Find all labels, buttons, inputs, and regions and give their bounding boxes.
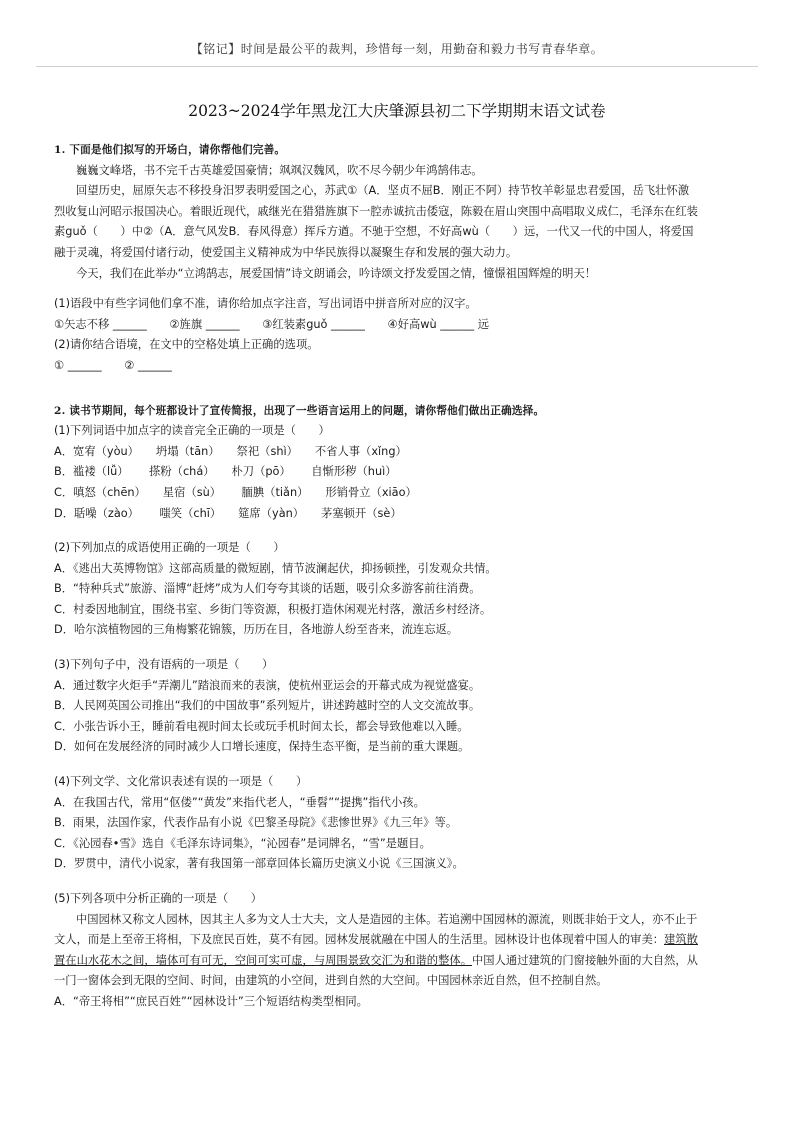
- q1-subquestion-1: (1)语段中有些字词他们拿不准，请你给加点字注音，写出词语中拼音所对应的汉字。: [54, 297, 477, 311]
- option-b[interactable]: B．人民网英国公司推出“我们的中国故事”系列短片，讲述跨越时空的人文交流故事。: [54, 699, 481, 713]
- q2-subquestion-3-stem: (3)下列句子中，没有语病的一项是（ ）: [54, 658, 274, 672]
- q2-s5-passage-line: 中国园林又称文人园林，因其主人多为文人士大夫，文人是造园的主体。若追溯中国园林的源流，则既非始于文人，亦不止于: [76, 912, 698, 926]
- option-a[interactable]: A．通过数字火炬手“弄潮儿”踏浪而来的表演，使杭州亚运会的开幕式成为视觉盛宴。: [54, 678, 481, 692]
- question-1-heading: 1. 下面是他们拟写的开场白，请你帮他们完善。: [54, 144, 286, 156]
- option-b[interactable]: B．“特种兵式”旅游、淄博“赶烤”成为人们夸夸其谈的话题，吸引众多游客前往消费。: [54, 582, 481, 596]
- option-d[interactable]: D．罗贯中，清代小说家，著有我国第一部章回体长篇历史演义小说《三国演义》。: [54, 857, 464, 871]
- option-a[interactable]: A．《逃出大英博物馆》这部高质量的微短剧，情节波澜起伏，抑扬顿挫，引发观众共情。: [54, 561, 497, 575]
- q2-subquestion-5-stem: (5)下列各项中分析正确的一项是（ ）: [54, 892, 263, 905]
- q2-subquestion-4-stem: (4)下列文学、文化常识表述有误的一项是（ ）: [54, 775, 308, 789]
- q1-passage-line: 今天，我们在此举办“立鸿鹄志，展爱国情”诗文朗诵会，吟诗颂文抒发爱国之情，憧憬祖国辉煌的明天！: [76, 266, 597, 280]
- option-d[interactable]: D．聒噪（zào） 嗤笑（chī） 筵席（yàn） 茅塞顿开（sè）: [54, 506, 402, 520]
- header-motto: 【铭记】时间是最公平的裁判，珍惜每一刻，用勤奋和毅力书写青春华章。: [190, 42, 604, 56]
- question-1: [54, 140, 744, 377]
- option-d[interactable]: D．如何在发展经济的同时减少人口增长速度，保持生态平衡，是当前的重大课题。: [54, 740, 470, 754]
- q1-subquestion-1-blanks[interactable]: ①矢志不移 ______ ②旌旗 ______ ③红装素guǒ ______ ④好高wù ______ 远: [54, 317, 490, 331]
- q2-s5-passage-line: 一门一窗体会到无限的空间、时间，由建筑的小空间，进到自然的大空间。中国园林亲近自然，但不控制自然。: [54, 974, 608, 988]
- q1-passage-line: 巍巍文峰塔，书不完千古英雄爱国豪情；飒飒汉魏风，吹不尽今朝少年鸿鹄伟志。: [76, 163, 483, 177]
- option-a[interactable]: A．宽宥（yòu） 坍塌（tān） 祭祀（shì） 不省人事（xǐng）: [54, 444, 407, 458]
- spacer: [54, 284, 744, 294]
- underlined-text: 建筑散: [664, 933, 698, 947]
- question-2-heading: 2. 读书节期间，每个班都设计了宣传简报，出现了一些语言运用上的问题，请你帮他们做出正确选择。: [54, 404, 545, 417]
- question-2: [54, 401, 744, 1013]
- q2-s5-passage-line: [54, 930, 744, 951]
- spacer: [54, 377, 744, 401]
- option-c[interactable]: C．村委因地制宜，围绕书室、乡街门等资源，积极打造休闲观光村落，激活乡村经济。: [54, 602, 492, 616]
- q1-passage-line: 烈收复山河昭示报国决心。着眼近现代，戚继光在猎猎旌旗下一腔赤诚抗击倭寇，陈毅在眉山突围中高唱取义成仁，毛泽东在红装: [54, 204, 698, 218]
- option-a[interactable]: A．在我国古代，常用“伛偻”“黄发”来指代老人，“垂髫”“提携”指代小孩。: [54, 795, 425, 809]
- option-c[interactable]: C．小张告诉小王，睡前看电视时间太长或玩手机时间太长，都会导致他难以入睡。: [54, 719, 469, 733]
- q1-passage-line: 回望历史，屈原矢志不移投身汨罗表明爱国之心，苏武①（A．坚贞不屈B．刚正不阿）持节牧羊彰显忠君爱国，岳飞壮怀激: [76, 184, 690, 198]
- exam-body: [54, 140, 744, 1013]
- q2-s5-passage-line: [54, 951, 744, 972]
- spacer: [54, 524, 744, 538]
- spacer: [54, 758, 744, 772]
- exam-title: 2023~2024学年黑龙江大庆肇源县初二下学期期末语文试卷: [188, 102, 606, 120]
- option-d[interactable]: D．哈尔滨植物园的三角梅繁花锦簇，历历在目，各地游人纷至沓来，流连忘返。: [54, 623, 459, 637]
- option-b[interactable]: B．褴褛（lǚ） 搽粉（chá） 朴刀（pō） 自惭形秽（huì）: [54, 465, 397, 479]
- underlined-text: 置在山水花木之间，墙体可有可无，空间可实可虚，与周围景致交汇为和谐的整体。: [54, 953, 472, 967]
- q1-passage-line: 融于灵魂，将爱国付诸行动，使爱国主义精神成为中华民族得以凝聚生存和发展的强大动力。: [54, 245, 518, 259]
- option-a[interactable]: A．“帝王将相”“庶民百姓”“园林设计”三个短语结构类型相同。: [54, 994, 368, 1008]
- q1-subquestion-2-blanks[interactable]: ① ______ ② ______: [54, 358, 172, 372]
- option-c[interactable]: C．嗔怒（chēn） 星宿（sù） 腼腆（tiǎn） 形销骨立（xiāo）: [54, 485, 417, 499]
- q2-subquestion-1-stem: (1)下列词语中加点字的读音完全正确的一项是（ ）: [54, 424, 330, 438]
- spacer: [54, 875, 744, 889]
- q1-passage-line: 素guǒ（ ）中②（A．意气风发B．春风得意）挥斥方遒。不驰于空想，不好高wù（ ）远，一代又一代的中国人，将爱国: [54, 225, 694, 239]
- passage-text: 中国人通过建筑的门窗接触外面的大自然，从: [472, 953, 698, 967]
- q1-subquestion-2: (2)请你结合语境，在文中的空格处填上正确的选项。: [54, 338, 319, 352]
- header-divider: [36, 66, 758, 67]
- option-c[interactable]: C．《沁园春•雪》选自《毛泽东诗词集》，“沁园春”是词牌名，“雪”是题目。: [54, 836, 431, 850]
- passage-text: 文人，而是上至帝王将相，下及庶民百姓，莫不有园。园林发展就融在中国人的生活里。园林设计也体现着中国人的审美：: [54, 933, 665, 947]
- option-b[interactable]: B．雨果，法国作家，代表作品有小说《巴黎圣母院》《悲惨世界》《九三年》等。: [54, 816, 458, 830]
- q2-subquestion-2-stem: (2)下列加点的成语使用正确的一项是（ ）: [54, 541, 285, 555]
- spacer: [54, 641, 744, 655]
